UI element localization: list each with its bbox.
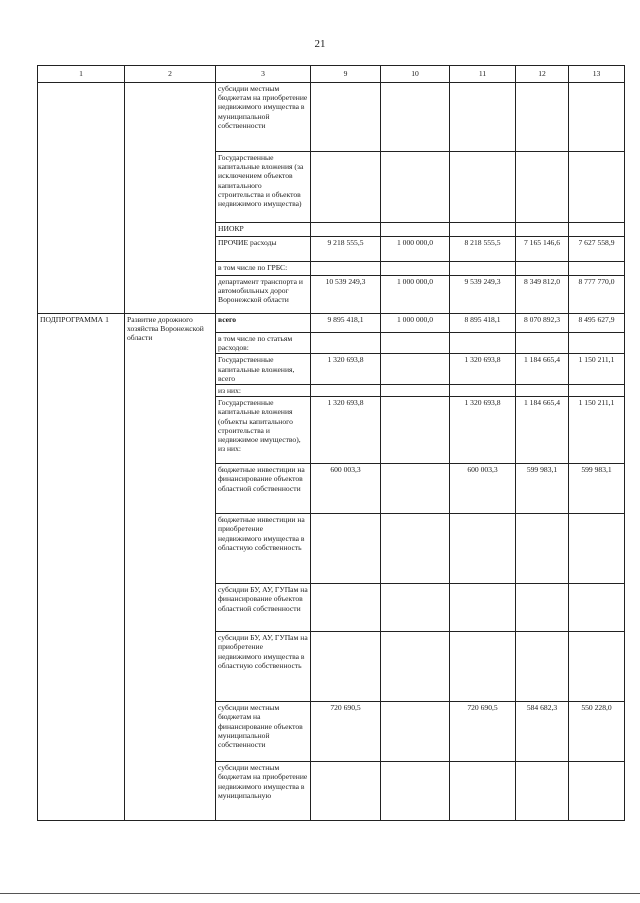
value-cell-12: 7 165 146,6: [516, 237, 569, 262]
page-bottom-rule: [0, 893, 640, 894]
value-cell-9: 1 320 693,8: [311, 354, 381, 385]
value-cell-12: [516, 584, 569, 632]
value-cell-12: [516, 83, 569, 152]
value-cell-9: [311, 152, 381, 223]
value-cell-9: [311, 514, 381, 584]
row-description: в том числе по ГРБС:: [216, 262, 311, 276]
value-cell-9: 1 320 693,8: [311, 397, 381, 464]
value-cell-13: 550 228,0: [569, 702, 625, 762]
table-body: [38, 83, 625, 821]
column-header: 1: [38, 66, 125, 83]
page-number: 21: [314, 38, 326, 50]
value-cell-10: [381, 632, 450, 702]
value-cell-11: 1 320 693,8: [450, 397, 516, 464]
col1-empty: [38, 83, 125, 314]
value-cell-9: [311, 262, 381, 276]
value-cell-11: 8 895 418,1: [450, 314, 516, 333]
value-cell-12: 8 070 892,3: [516, 314, 569, 333]
value-cell-13: 8 495 627,9: [569, 314, 625, 333]
value-cell-9: 600 003,3: [311, 464, 381, 514]
value-cell-10: [381, 464, 450, 514]
value-cell-12: 1 184 665,4: [516, 397, 569, 464]
value-cell-13: 599 983,1: [569, 464, 625, 514]
row-description: бюджетные инвестиции на финансирование объектов областной собственности: [216, 464, 311, 514]
value-cell-13: [569, 385, 625, 397]
row-description: субсидии местным бюджетам на финансирование объектов муниципальной собственности: [216, 702, 311, 762]
value-cell-11: 9 539 249,3: [450, 276, 516, 314]
value-cell-11: [450, 83, 516, 152]
value-cell-9: 9 218 555,5: [311, 237, 381, 262]
value-cell-11: [450, 385, 516, 397]
value-cell-10: [381, 83, 450, 152]
value-cell-12: 599 983,1: [516, 464, 569, 514]
column-header: 3: [216, 66, 311, 83]
row-description: субсидии БУ, АУ, ГУПам на финансирование объектов областной собственности: [216, 584, 311, 632]
row-description: всего: [216, 314, 311, 333]
value-cell-10: [381, 762, 450, 821]
row-description: ПРОЧИЕ расходы: [216, 237, 311, 262]
value-cell-9: [311, 584, 381, 632]
value-cell-11: [450, 223, 516, 237]
value-cell-11: [450, 333, 516, 354]
row-description: Государственные капитальные вложения, всего: [216, 354, 311, 385]
column-header: 12: [516, 66, 569, 83]
value-cell-13: 8 777 770,0: [569, 276, 625, 314]
value-cell-12: [516, 514, 569, 584]
subprogram-label: ПОДПРОГРАММА 1: [38, 314, 125, 821]
column-header: 10: [381, 66, 450, 83]
value-cell-10: [381, 262, 450, 276]
value-cell-10: [381, 584, 450, 632]
value-cell-13: 1 150 211,1: [569, 397, 625, 464]
value-cell-10: [381, 223, 450, 237]
value-cell-10: 1 000 000,0: [381, 237, 450, 262]
value-cell-11: [450, 152, 516, 223]
value-cell-13: 1 150 211,1: [569, 354, 625, 385]
row-description: субсидии БУ, АУ, ГУПам на приобретение недвижимого имущества в областную собственность: [216, 632, 311, 702]
value-cell-9: [311, 632, 381, 702]
value-cell-13: [569, 632, 625, 702]
table-row: [38, 83, 625, 152]
value-cell-11: [450, 584, 516, 632]
value-cell-11: 600 003,3: [450, 464, 516, 514]
value-cell-11: [450, 262, 516, 276]
value-cell-10: [381, 333, 450, 354]
value-cell-13: [569, 83, 625, 152]
row-description: бюджетные инвестиции на приобретение недвижимого имущества в областную собственность: [216, 514, 311, 584]
header-row: [38, 66, 625, 83]
value-cell-13: [569, 514, 625, 584]
row-description: департамент транспорта и автомобильных дорог Воронежской области: [216, 276, 311, 314]
value-cell-9: [311, 762, 381, 821]
row-description: Государственные капитальные вложения (за исключением объектов капитального строительства и объектов недвижимого имущества): [216, 152, 311, 223]
value-cell-13: [569, 152, 625, 223]
row-description: НИОКР: [216, 223, 311, 237]
column-header: 11: [450, 66, 516, 83]
budget-table: [37, 65, 625, 821]
value-cell-12: 8 349 812,0: [516, 276, 569, 314]
row-description: субсидии местным бюджетам на приобретение недвижимого имущества в муниципальной собственности: [216, 83, 311, 152]
value-cell-13: [569, 584, 625, 632]
value-cell-12: [516, 333, 569, 354]
value-cell-9: 720 690,5: [311, 702, 381, 762]
col2-empty: [125, 83, 216, 314]
value-cell-10: [381, 397, 450, 464]
value-cell-9: [311, 83, 381, 152]
table-row: [38, 314, 625, 333]
value-cell-10: [381, 514, 450, 584]
value-cell-13: 7 627 558,9: [569, 237, 625, 262]
value-cell-12: [516, 632, 569, 702]
value-cell-11: [450, 762, 516, 821]
value-cell-9: [311, 333, 381, 354]
value-cell-10: 1 000 000,0: [381, 314, 450, 333]
value-cell-11: 8 218 555,5: [450, 237, 516, 262]
value-cell-12: [516, 762, 569, 821]
value-cell-12: [516, 223, 569, 237]
value-cell-11: [450, 514, 516, 584]
row-description: в том числе по статьям расходов:: [216, 333, 311, 354]
value-cell-10: [381, 702, 450, 762]
value-cell-11: 1 320 693,8: [450, 354, 516, 385]
value-cell-13: [569, 333, 625, 354]
value-cell-12: [516, 152, 569, 223]
column-header: 13: [569, 66, 625, 83]
value-cell-10: [381, 385, 450, 397]
value-cell-9: 9 895 418,1: [311, 314, 381, 333]
subprogram-name: Развитие дорожного хозяйства Воронежской области: [125, 314, 216, 821]
value-cell-11: 720 690,5: [450, 702, 516, 762]
value-cell-11: [450, 632, 516, 702]
row-description: Государственные капитальные вложения (объекты капитального строительства и недвижимое имущество), из них:: [216, 397, 311, 464]
column-header: 2: [125, 66, 216, 83]
value-cell-10: 1 000 000,0: [381, 276, 450, 314]
value-cell-12: 584 682,3: [516, 702, 569, 762]
value-cell-13: [569, 223, 625, 237]
value-cell-12: [516, 262, 569, 276]
value-cell-9: [311, 223, 381, 237]
value-cell-13: [569, 262, 625, 276]
value-cell-9: [311, 385, 381, 397]
value-cell-12: [516, 385, 569, 397]
value-cell-13: [569, 762, 625, 821]
row-description: субсидии местным бюджетам на приобретение недвижимого имущества в муниципальную: [216, 762, 311, 821]
row-description: из них:: [216, 385, 311, 397]
value-cell-10: [381, 354, 450, 385]
column-header: 9: [311, 66, 381, 83]
value-cell-9: 10 539 249,3: [311, 276, 381, 314]
value-cell-10: [381, 152, 450, 223]
value-cell-12: 1 184 665,4: [516, 354, 569, 385]
